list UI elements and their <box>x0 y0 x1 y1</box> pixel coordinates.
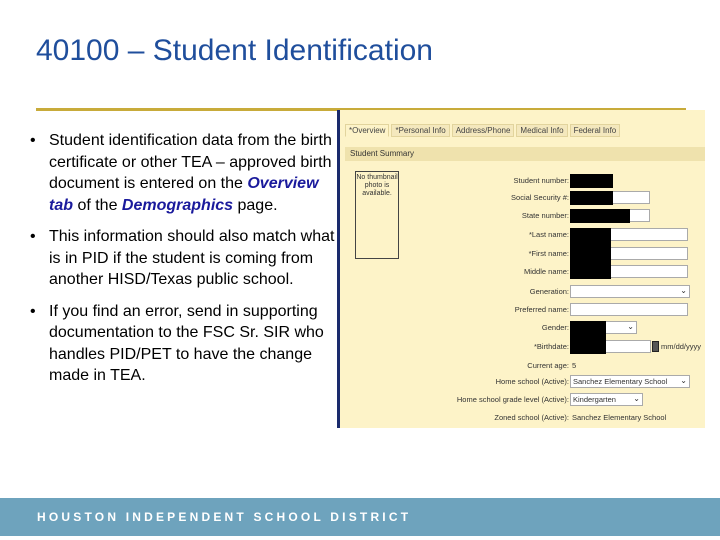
preferred-name-row <box>340 303 705 317</box>
photo-placeholder: No thumbnail photo is available. <box>355 171 399 259</box>
slide-title: 40100 – Student Identification <box>36 34 433 67</box>
gender-row <box>340 321 705 335</box>
field-label: State number: <box>521 211 569 220</box>
field-label: Home school (Active): <box>495 377 569 386</box>
bullet-marker: • <box>30 302 36 320</box>
ssn-row <box>340 191 705 205</box>
chevron-down-icon: ⌄ <box>680 286 687 295</box>
bullet-marker: • <box>30 132 36 149</box>
redacted-block <box>570 174 613 188</box>
grade-level-select[interactable] <box>570 393 643 406</box>
zoned-school-row <box>340 411 705 425</box>
date-format-hint: mm/dd/yyyy <box>661 342 702 351</box>
tab-medical-info[interactable]: Medical Info <box>516 124 567 137</box>
tab-address-phone[interactable]: Address/Phone <box>452 124 515 137</box>
field-label: Social Security #: <box>511 193 569 202</box>
field-label: *First name: <box>528 249 569 258</box>
tab-personal-info[interactable]: *Personal Info <box>391 124 449 137</box>
demographics-screenshot <box>337 110 705 428</box>
first-name-row <box>340 247 705 261</box>
field-label: Home school grade level (Active): <box>456 395 569 404</box>
bullet-item <box>30 130 340 216</box>
redacted-block <box>570 209 630 223</box>
bullet-marker: • <box>30 228 36 245</box>
bullet-list <box>30 130 340 397</box>
tab-overview[interactable]: *Overview <box>345 124 389 137</box>
chevron-down-icon: ⌄ <box>627 322 634 331</box>
middle-name-row <box>340 265 705 279</box>
bullet-text: This information should also match what is in PID if the student is coming from another HISD/Texas public school. <box>49 228 335 288</box>
chevron-down-icon: ⌄ <box>633 394 640 403</box>
home-school-select[interactable] <box>570 375 690 388</box>
bullet-text: of the <box>73 196 122 214</box>
field-label: Gender: <box>541 323 569 332</box>
redacted-block <box>570 321 606 354</box>
field-label: *Birthdate: <box>533 342 569 351</box>
field-label: *Last name: <box>528 230 569 239</box>
tab-bar <box>345 124 620 137</box>
selected-value: Sanchez Elementary School <box>573 377 668 386</box>
birthdate-row <box>340 340 705 354</box>
generation-select[interactable] <box>570 285 690 298</box>
zoned-school-value: Sanchez Elementary School <box>572 413 667 422</box>
current-age-value: 5 <box>572 361 577 370</box>
generation-row <box>340 285 705 299</box>
selected-value: Kindergarten <box>573 395 616 404</box>
bullet-item <box>30 301 340 387</box>
section-header: Student Summary <box>345 147 705 161</box>
field-label: Generation: <box>529 287 569 296</box>
chevron-down-icon: ⌄ <box>680 376 687 385</box>
field-label: Current age: <box>527 361 569 370</box>
last-name-row <box>340 228 705 242</box>
demographics-emphasis: Demographics <box>121 196 234 214</box>
bullet-item <box>30 226 340 291</box>
state-number-row <box>340 209 705 223</box>
home-school-row <box>340 375 705 389</box>
bullet-text: page. <box>233 196 278 214</box>
redacted-block <box>570 228 611 279</box>
overview-tab-emphasis: Overview tab <box>49 175 319 214</box>
field-label: Middle name: <box>523 267 569 276</box>
bullet-text: If you find an error, send in supporting documentation to the FSC Sr. SIR who handles PID/PET to have the change made in TEA. <box>49 302 324 384</box>
grade-level-row <box>340 393 705 407</box>
redacted-block <box>570 191 613 205</box>
student-number-row <box>340 174 705 188</box>
bullet-text: Student identification data from the birth certificate or other TEA – approved birth document is entered on the <box>49 132 332 192</box>
tab-federal-info[interactable]: Federal Info <box>570 124 621 137</box>
current-age-row <box>340 359 705 373</box>
field-label: Student number: <box>513 176 569 185</box>
footer-text: HOUSTON INDEPENDENT SCHOOL DISTRICT <box>37 510 412 524</box>
calendar-icon[interactable] <box>652 341 659 352</box>
preferred-name-input[interactable] <box>570 303 688 316</box>
field-label: Preferred name: <box>514 305 569 314</box>
footer-band <box>0 498 720 536</box>
field-label: Zoned school (Active): <box>494 413 569 422</box>
